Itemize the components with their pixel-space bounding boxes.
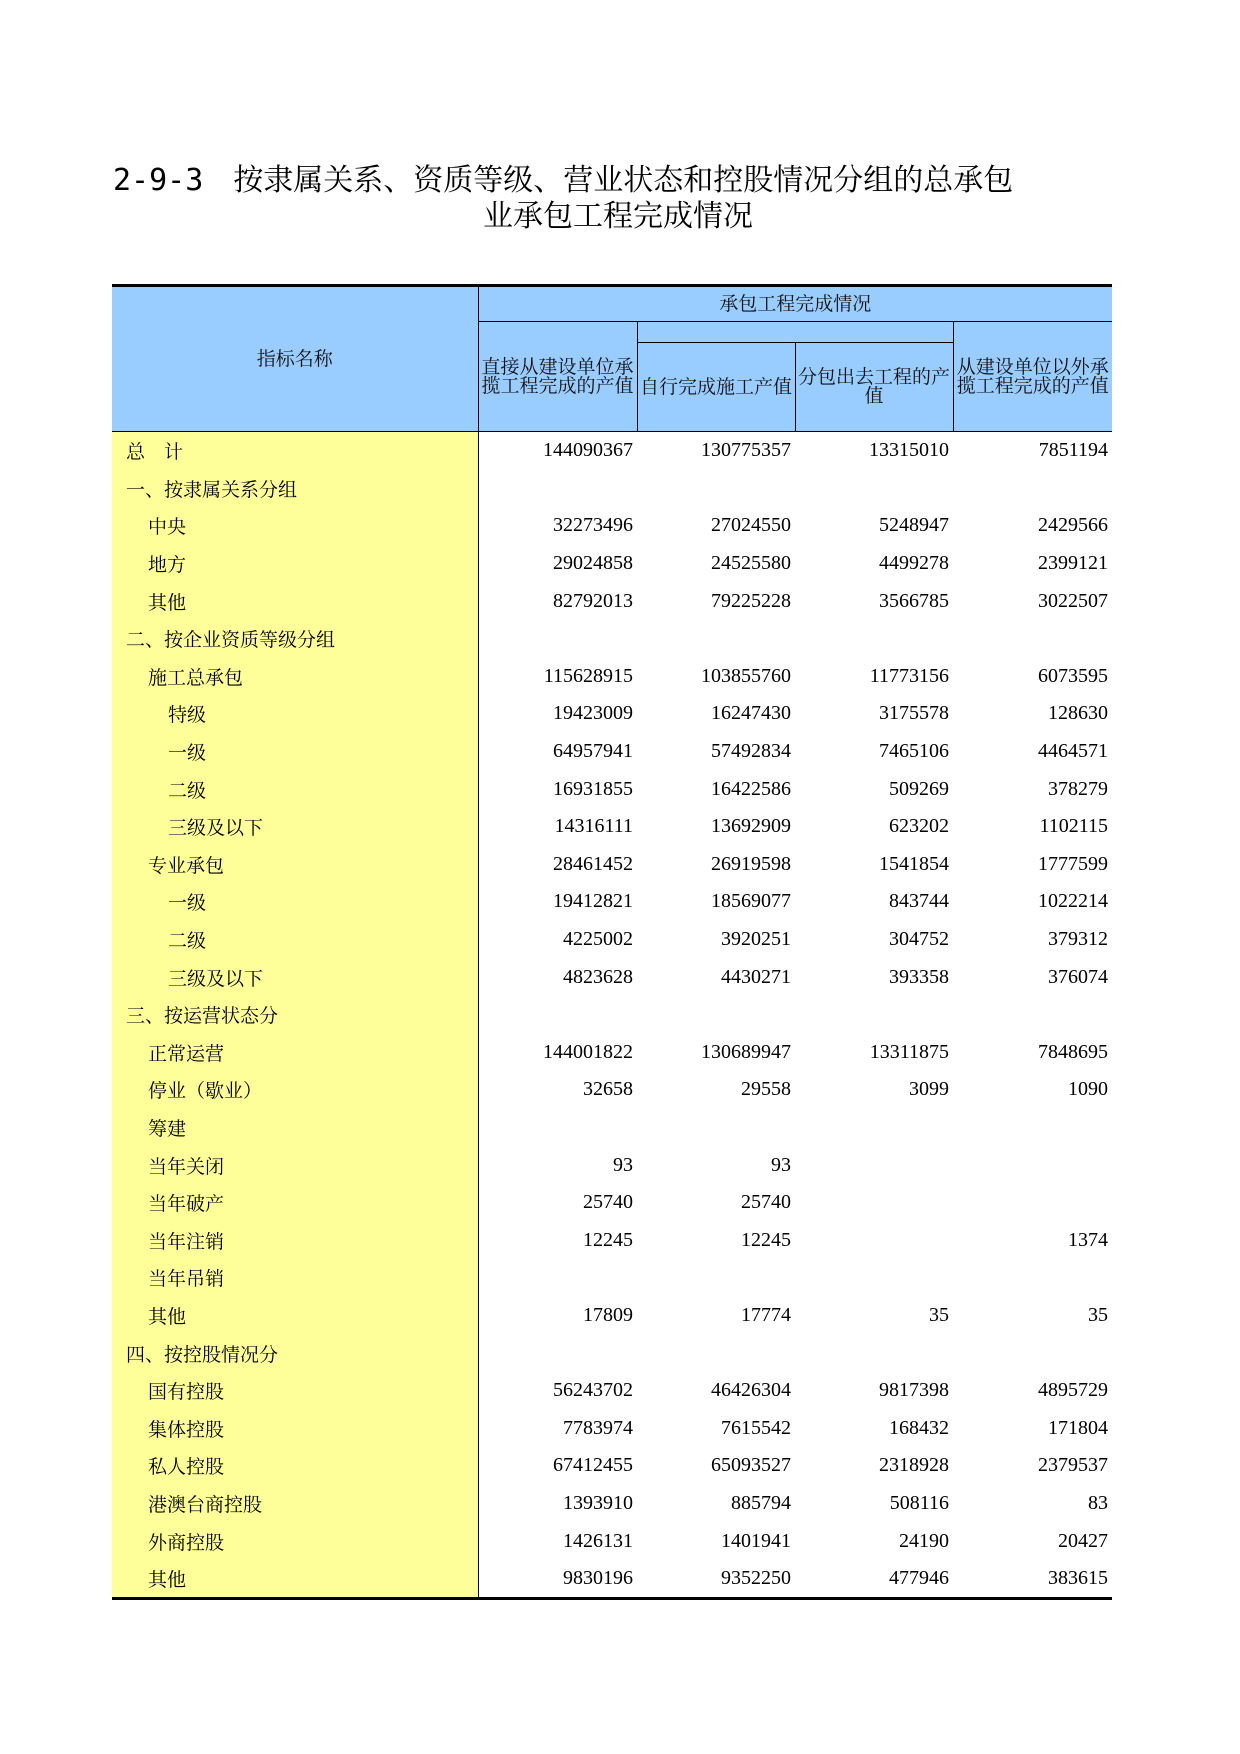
cell-col2 [637,1109,795,1147]
cell-col1: 115628915 [543,664,633,687]
cell-col4: 1777599 [1038,852,1109,875]
table-row [112,1560,1112,1599]
cell-col3: 9817398 [879,1379,949,1402]
row-label: 专业承包 [112,846,478,884]
cell-col2: 4430271 [721,965,791,988]
table-row [112,1034,1112,1072]
cell-col4: 4464571 [1038,740,1109,763]
cell-col2 [637,1334,795,1372]
table-row [112,1409,1112,1447]
cell-col3 [795,1184,953,1222]
row-label: 其他 [112,1560,478,1599]
cell-col2: 17774 [741,1303,791,1326]
table-row [112,1447,1112,1485]
table-row [112,470,1112,508]
cell-col3 [795,1334,953,1372]
table-row [112,1485,1112,1523]
cell-col1: 1426131 [563,1529,633,1552]
row-label: 其他 [112,582,478,620]
cell-col1 [478,470,637,508]
cell-col4: 1102115 [1039,815,1109,838]
table-row [112,620,1112,658]
row-label: 施工总承包 [112,658,478,696]
cell-col2: 16422586 [711,777,791,800]
cell-col1: 16931855 [553,777,633,800]
cell-col2: 27024550 [711,514,791,537]
table-code: 2-9-3 [113,163,204,198]
cell-col4: 128630 [1048,702,1109,725]
cell-col1: 144001822 [543,1040,633,1063]
cell-col1: 19412821 [553,890,633,913]
header-col2: 自行完成施工产值 [637,343,795,432]
cell-col2: 12245 [741,1228,791,1251]
cell-col2: 7615542 [721,1416,791,1439]
cell-col2: 46426304 [711,1379,791,1402]
cell-col3: 623202 [889,815,949,838]
cell-col3: 4499278 [879,552,949,575]
cell-col2: 18569077 [711,890,791,913]
cell-col4: 2399121 [1038,552,1109,575]
cell-col2: 13692909 [711,815,791,838]
cell-col3: 35 [929,1303,949,1326]
cell-col3: 5248947 [879,514,949,537]
cell-col4 [953,620,1112,658]
cell-col1: 28461452 [553,852,633,875]
row-label: 四、按控股情况分 [112,1334,478,1372]
cell-col1: 32658 [583,1078,633,1101]
cell-col3: 393358 [889,965,949,988]
row-label: 三级及以下 [112,958,478,996]
row-label: 当年注销 [112,1221,478,1259]
cell-col4: 20427 [1058,1529,1109,1552]
row-label: 一级 [112,733,478,771]
cell-col4 [953,1334,1112,1372]
cell-col3 [795,1259,953,1297]
cell-col2: 24525580 [711,552,791,575]
cell-col1: 67412455 [553,1454,633,1477]
header-group: 承包工程完成情况 [478,286,1112,322]
cell-col2: 25740 [741,1191,791,1214]
cell-col2: 1401941 [721,1529,791,1552]
cell-col1: 12245 [583,1228,633,1251]
cell-col3 [795,620,953,658]
cell-col4 [953,1109,1112,1147]
row-label: 一级 [112,883,478,921]
cell-col2: 9352250 [637,1560,795,1599]
cell-col2 [637,470,795,508]
cell-col3: 3566785 [879,589,949,612]
row-label: 二级 [112,770,478,808]
row-label: 外商控股 [112,1522,478,1560]
cell-col4: 1022214 [1038,890,1109,913]
cell-col3: 11773156 [869,664,949,687]
table-row [112,921,1112,959]
row-label: 集体控股 [112,1409,478,1447]
table-row [112,1259,1112,1297]
cell-col3 [795,470,953,508]
cell-col1 [478,620,637,658]
row-label: 中央 [112,507,478,545]
header-col1: 直接从建设单位承揽工程完成的产值 [478,322,637,432]
data-table [112,284,1112,1600]
cell-col4: 7848695 [1038,1040,1109,1063]
cell-col2: 103855760 [701,664,791,687]
cell-col4 [953,1146,1112,1184]
cell-col4: 171804 [1048,1416,1109,1439]
header-subgroup-spacer [637,322,953,343]
cell-col2: 26919598 [711,852,791,875]
cell-col4: 35 [1088,1303,1109,1326]
cell-col4: 7851194 [1038,439,1109,462]
row-label: 总 计 [112,432,478,470]
cell-col4 [953,1184,1112,1222]
title-line-1 [113,163,1013,199]
cell-col4: 1090 [1068,1078,1109,1101]
table-row [112,582,1112,620]
cell-col3: 304752 [889,928,949,951]
cell-col1: 7783974 [563,1416,633,1439]
cell-col4: 1374 [1068,1228,1109,1251]
table-body [112,432,1112,1599]
cell-col2: 885794 [731,1491,791,1514]
table-row [112,507,1112,545]
table-row [112,883,1112,921]
cell-col2: 65093527 [711,1454,791,1477]
cell-col3 [795,1109,953,1147]
cell-col3 [795,996,953,1034]
table-row [112,1221,1112,1259]
cell-col4: 4895729 [1038,1379,1109,1402]
cell-col1: 82792013 [553,589,633,612]
row-label: 国有控股 [112,1372,478,1410]
cell-col1: 19423009 [553,702,633,725]
cell-col3: 477946 [795,1560,953,1599]
cell-col3: 3175578 [879,702,949,725]
row-label: 私人控股 [112,1447,478,1485]
table-row [112,1334,1112,1372]
cell-col2: 16247430 [711,702,791,725]
cell-col4: 6073595 [1038,664,1109,687]
cell-col3: 168432 [889,1416,949,1439]
row-label: 港澳台商控股 [112,1485,478,1523]
title-line-2: 业承包工程完成情况 [483,199,753,234]
cell-col4: 2429566 [1038,514,1109,537]
cell-col2 [637,620,795,658]
cell-col2: 3920251 [721,928,791,951]
cell-col2 [637,996,795,1034]
row-label: 正常运营 [112,1034,478,1072]
cell-col3: 2318928 [879,1454,949,1477]
cell-col3: 13315010 [869,439,949,462]
cell-col2: 130689947 [701,1040,791,1063]
cell-col1: 64957941 [553,740,633,763]
cell-col1 [478,996,637,1034]
table-row [112,1109,1112,1147]
cell-col4: 378279 [1048,777,1109,800]
cell-col3: 7465106 [879,740,949,763]
header-indicator: 指标名称 [112,286,478,432]
cell-col2: 93 [771,1153,791,1176]
table-row [112,733,1112,771]
cell-col4 [953,470,1112,508]
cell-col1 [478,1334,637,1372]
cell-col1: 25740 [583,1191,633,1214]
cell-col3: 509269 [889,777,949,800]
table-row [112,958,1112,996]
cell-col4: 3022507 [1038,589,1109,612]
table-row [112,808,1112,846]
title-text-1: 按隶属关系、资质等级、营业状态和控股情况分组的总承包 [233,163,1014,198]
cell-col3: 843744 [889,890,949,913]
cell-col4: 379312 [1048,928,1109,951]
cell-col2: 130775357 [701,439,791,462]
table-row [112,770,1112,808]
table-row [112,1146,1112,1184]
row-label: 三、按运营状态分 [112,996,478,1034]
cell-col1: 56243702 [553,1379,633,1402]
table-row [112,1071,1112,1109]
cell-col2: 29558 [741,1078,791,1101]
cell-col3: 508116 [889,1491,949,1514]
row-label: 其他 [112,1297,478,1335]
table-row [112,695,1112,733]
cell-col1: 1393910 [563,1491,633,1514]
cell-col4: 376074 [1048,965,1109,988]
table-row [112,1522,1112,1560]
cell-col1: 9830196 [478,1560,637,1599]
table-row [112,1372,1112,1410]
table-row [112,545,1112,583]
cell-col4 [953,996,1112,1034]
row-label: 二级 [112,921,478,959]
cell-col1 [478,1109,637,1147]
row-label: 停业（歇业） [112,1071,478,1109]
table-row [112,432,1112,470]
cell-col2: 79225228 [711,589,791,612]
cell-col3: 1541854 [879,852,949,875]
cell-col1: 17809 [583,1303,633,1326]
cell-col2 [637,1259,795,1297]
row-label: 二、按企业资质等级分组 [112,620,478,658]
table-row [112,658,1112,696]
table-row [112,1297,1112,1335]
row-label: 一、按隶属关系分组 [112,470,478,508]
row-label: 特级 [112,695,478,733]
row-label: 当年破产 [112,1184,478,1222]
row-label: 当年吊销 [112,1259,478,1297]
cell-col4: 383615 [953,1560,1112,1599]
cell-col3 [795,1221,953,1259]
cell-col3 [795,1146,953,1184]
row-label: 筹建 [112,1109,478,1147]
cell-col1: 14316111 [554,815,633,838]
cell-col1: 4225002 [563,928,633,951]
row-label: 当年关闭 [112,1146,478,1184]
cell-col1: 144090367 [543,439,633,462]
table-header [112,286,1112,432]
cell-col3: 13311875 [869,1040,949,1063]
cell-col4 [953,1259,1112,1297]
table-row [112,1184,1112,1222]
cell-col1: 4823628 [563,965,633,988]
cell-col3: 3099 [909,1078,949,1101]
cell-col3: 24190 [899,1529,949,1552]
cell-col2: 57492834 [711,740,791,763]
cell-col1: 32273496 [553,514,633,537]
cell-col1: 93 [613,1153,633,1176]
row-label: 地方 [112,545,478,583]
table-row [112,846,1112,884]
header-col4: 从建设单位以外承揽工程完成的产值 [953,322,1112,432]
row-label: 三级及以下 [112,808,478,846]
cell-col4: 83 [1088,1491,1109,1514]
cell-col4: 2379537 [1038,1454,1109,1477]
header-col3: 分包出去工程的产值 [795,343,953,432]
cell-col1 [478,1259,637,1297]
table-row [112,996,1112,1034]
cell-col1: 29024858 [553,552,633,575]
